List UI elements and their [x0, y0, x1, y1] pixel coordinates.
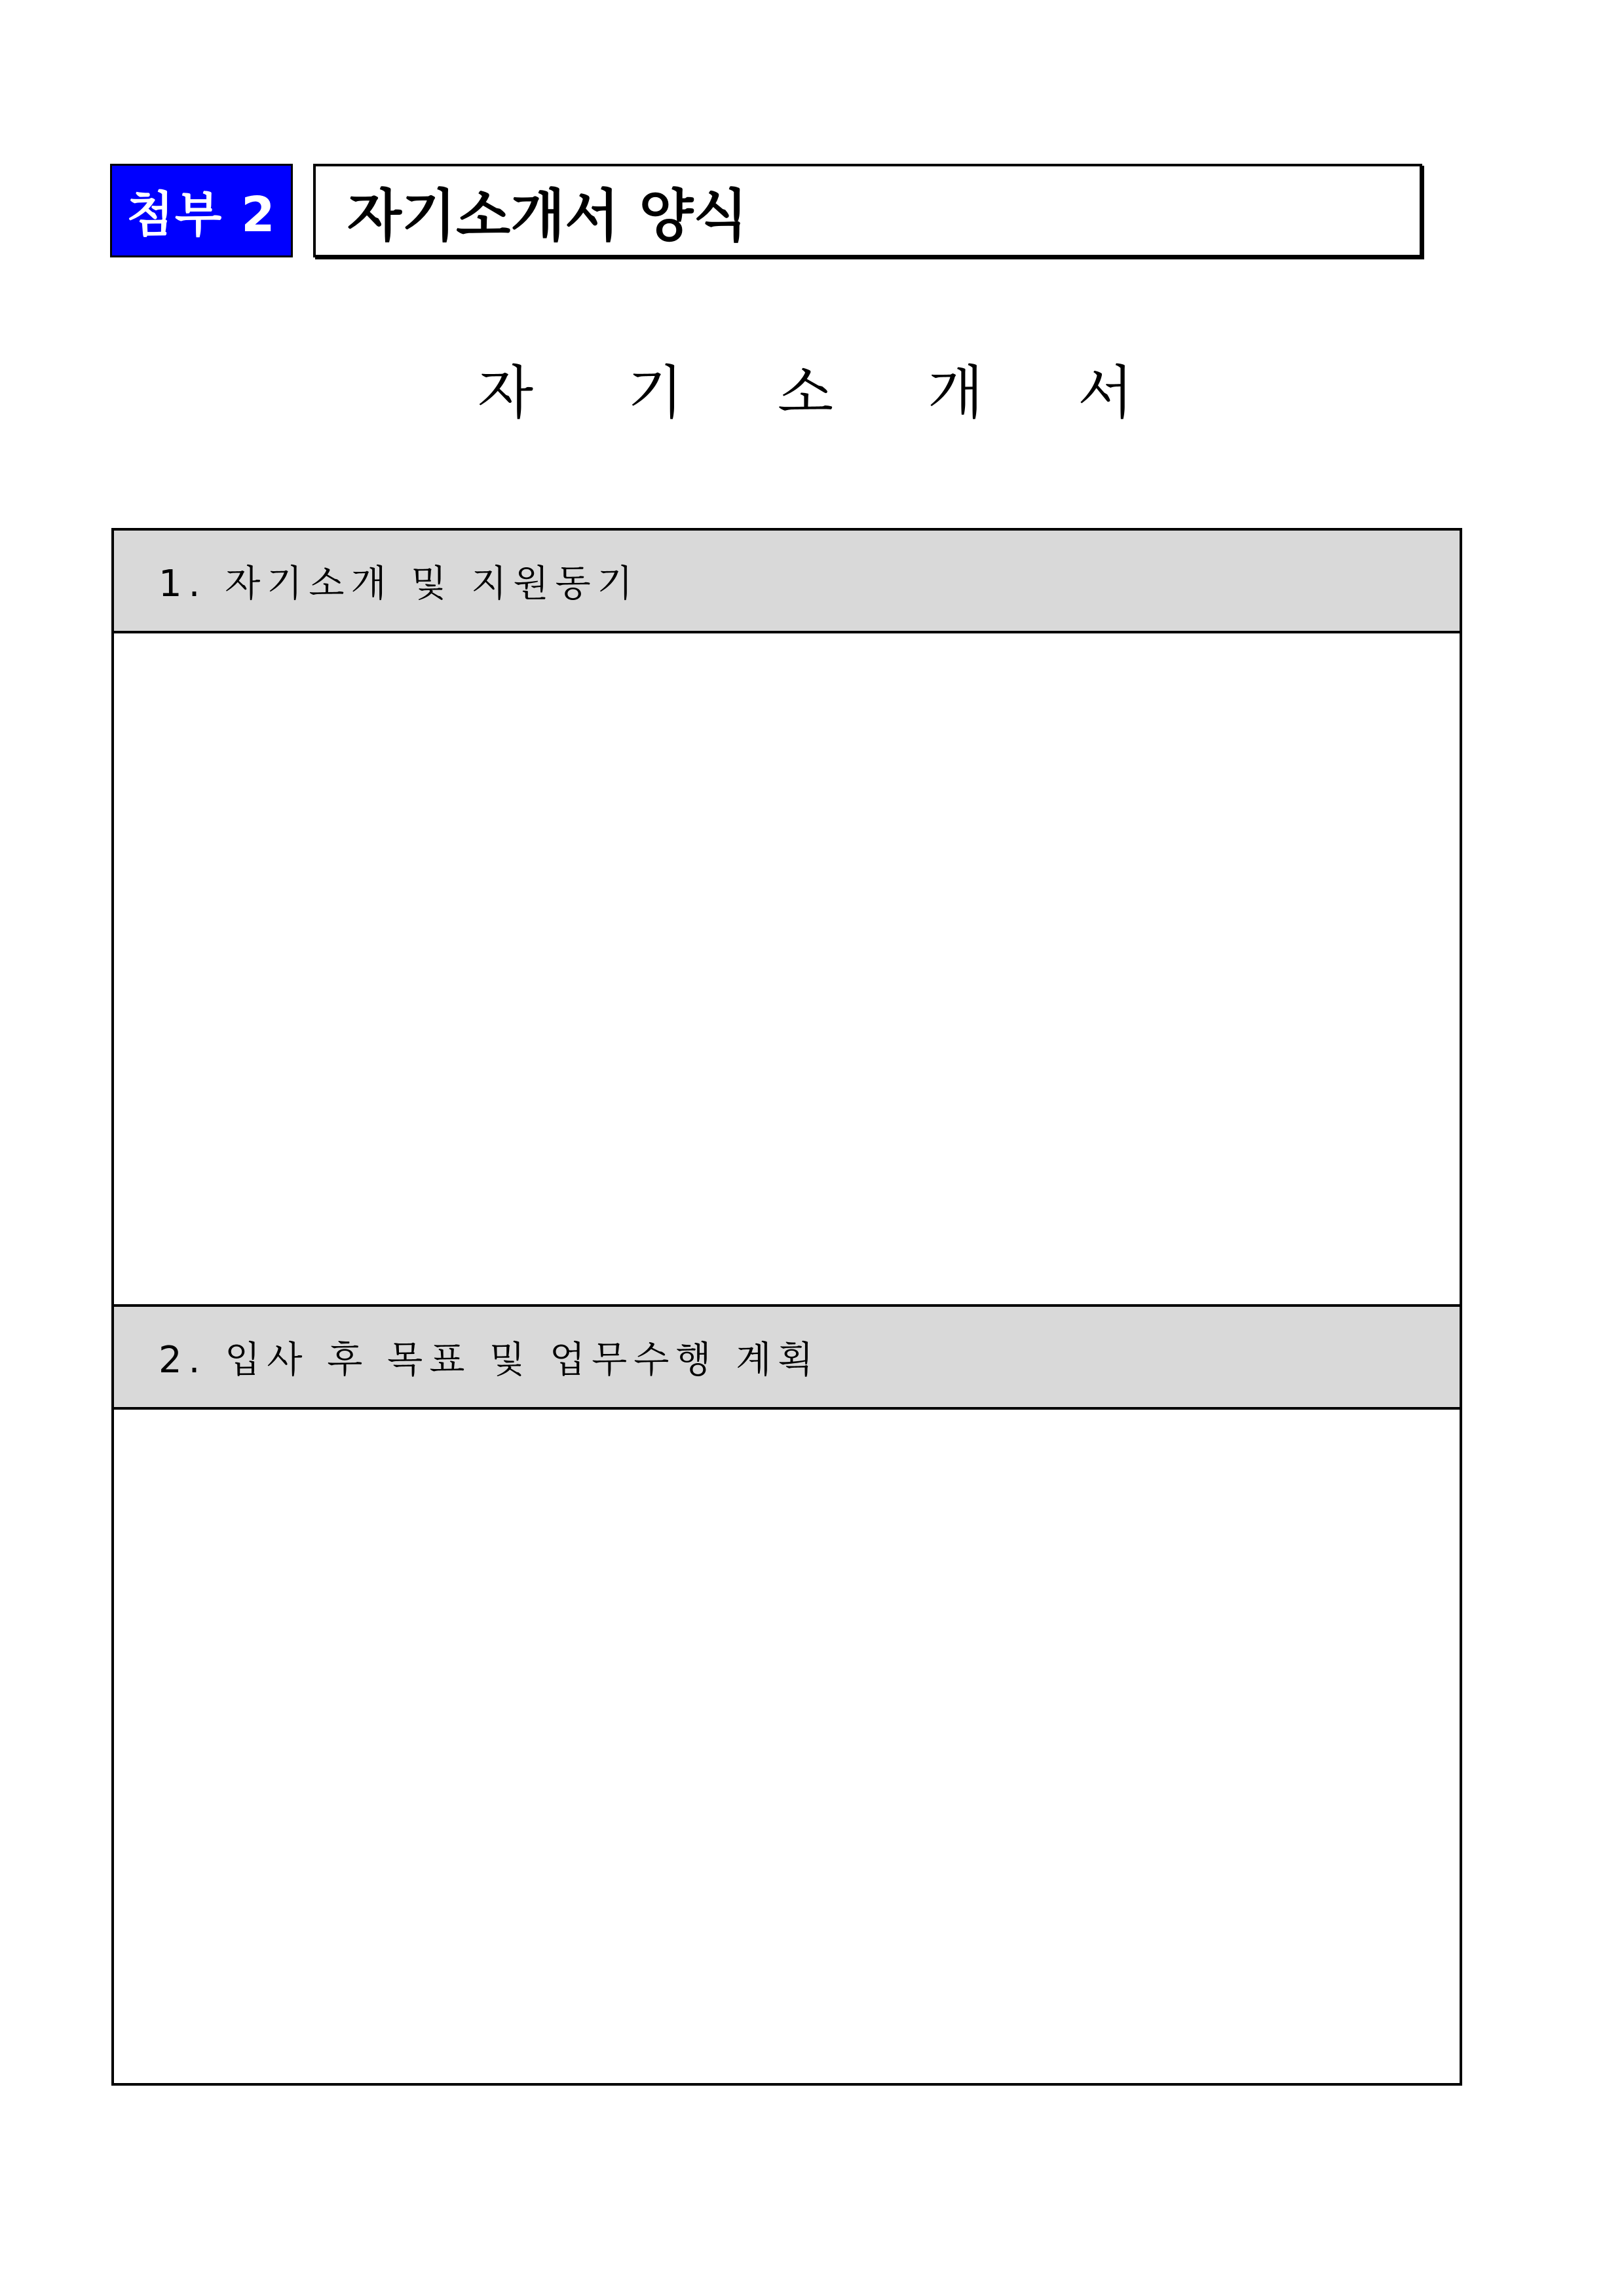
- section-heading-goals: 2. 입사 후 목표 및 업무수행 계획: [114, 1307, 1460, 1410]
- section-body-intro[interactable]: [114, 633, 1460, 1307]
- section-heading-intro: 1. 자기소개 및 지원동기: [114, 531, 1460, 633]
- section-body-goals[interactable]: [114, 1410, 1460, 2083]
- form-table: [111, 528, 1462, 2086]
- attachment-badge: 첨부 2: [110, 164, 293, 257]
- document-title: 자 기 소 개 서: [478, 359, 1171, 426]
- attachment-header: [110, 164, 1420, 257]
- form-title: 자기소개서 양식: [313, 164, 1422, 257]
